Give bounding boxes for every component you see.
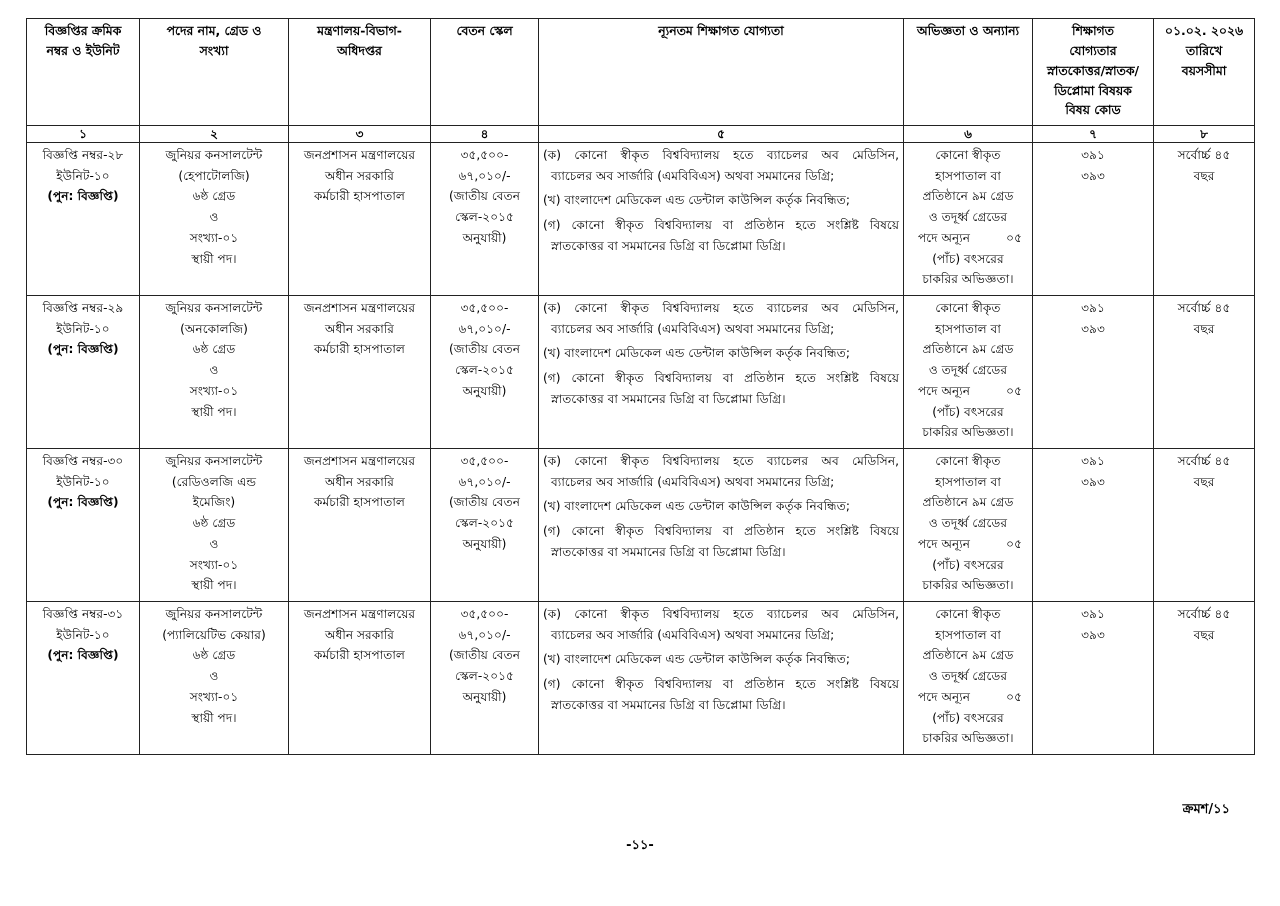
circular-cell <box>27 296 140 449</box>
pay-text-line: ৬৭,০১০/- <box>458 474 511 489</box>
qualification-text-line: (খ) বাংলাদেশ মেডিকেল এন্ড ডেন্টাল কাউন্সিল কর্তৃক নিবন্ধিত; <box>543 193 850 208</box>
experience-text-line: চাকরির অভিজ্ঞতা। <box>922 272 1014 287</box>
qualification-text-line: ব্যাচেলর অব সার্জারি (এমবিবিএস) অথবা সমমানের ডিগ্রি; <box>551 474 835 489</box>
header-text-line: ডিপ্লোমা বিষয়ক <box>1054 82 1132 98</box>
subject-code: ৩৯১ <box>1081 454 1105 468</box>
qualification-text-line: (ক) কোনো স্বীকৃত বিশ্ববিদ্যালয় হতে ব্যাচেলর অব মেডিসিন, <box>543 454 899 468</box>
subject-code: ৩৯৩ <box>1081 627 1105 642</box>
pay-text-line: ৩৫,৫০০- <box>460 607 509 621</box>
post-cell <box>140 143 289 296</box>
experience-text-line <box>908 534 1028 555</box>
subject-code-cell <box>1033 602 1154 755</box>
header-pay-scale <box>431 19 539 126</box>
qualification-cell <box>539 602 904 755</box>
post-text-line: জুনিয়র কনসালটেন্ট <box>165 607 263 621</box>
qualification-cell <box>539 449 904 602</box>
age-limit-cell <box>1154 449 1255 602</box>
post-cell <box>140 296 289 449</box>
post-cell <box>140 449 289 602</box>
qualification-text-line: স্নাতকোত্তর বা সমমানের ডিগ্রি বা ডিপ্লোমা ডিগ্রি। <box>551 238 786 253</box>
circular-text-line: ইউনিট-১০ <box>56 627 110 642</box>
pay-scale-cell <box>431 143 539 296</box>
experience-text-part: ০৫ <box>1006 689 1022 704</box>
ministry-cell <box>289 602 431 755</box>
post-text-line: ইমেজিং) <box>192 495 236 510</box>
subject-code: ৩৯১ <box>1081 607 1105 621</box>
page-number: -১১- <box>626 838 654 853</box>
age-limit-cell <box>1154 602 1255 755</box>
pay-text-line: ৩৫,৫০০- <box>460 148 509 162</box>
qualification-text-line: (গ) কোনো স্বীকৃত বিশ্ববিদ্যালয় বা প্রতিষ্ঠান হতে সংশ্লিষ্ট বিষয়ে <box>543 371 899 386</box>
column-number: ৮ <box>1154 126 1255 143</box>
header-text-line: অভিজ্ঞতা ও অন্যান্য <box>916 23 1020 38</box>
table-row <box>27 449 1255 602</box>
post-text-line: ও <box>209 536 219 551</box>
pay-text-line: (জাতীয় বেতন <box>448 189 521 204</box>
circular-text-line: বিজ্ঞপ্তি নম্বর-২৮ <box>42 148 124 162</box>
ministry-text-line: কর্মচারী হাসপাতাল <box>313 342 406 357</box>
qualification-cell <box>539 143 904 296</box>
subject-code: ৩৯১ <box>1081 301 1105 315</box>
post-text-line: (হেপাটোলজি) <box>178 168 250 183</box>
column-number-row <box>27 126 1255 143</box>
post-text-line: ৬ষ্ঠ গ্রেড <box>192 516 236 531</box>
experience-cell <box>904 296 1033 449</box>
pay-text-line: ৬৭,০১০/- <box>458 168 511 183</box>
recirculation-label: (পুন: বিজ্ঞপ্তি) <box>47 495 119 510</box>
ministry-cell <box>289 449 431 602</box>
experience-text-line: (পাঁচ) বৎসরের <box>932 557 1004 572</box>
experience-text-line: হাসপাতাল বা <box>935 474 1001 489</box>
qualification-item <box>543 649 899 670</box>
experience-text-line: প্রতিষ্ঠানে ৯ম গ্রেড <box>922 342 1014 357</box>
header-text-line: বেতন স্কেল <box>456 23 513 38</box>
pay-text-line: অনুযায়ী) <box>462 689 507 704</box>
post-text-line: সংখ্যা-০১ <box>189 689 239 704</box>
recirculation-label: (পুন: বিজ্ঞপ্তি) <box>47 189 119 204</box>
pay-scale-cell <box>431 602 539 755</box>
age-text-line: বছর <box>1193 168 1215 183</box>
experience-text-line: ও তদূর্ধ্ব গ্রেডের <box>928 516 1008 531</box>
header-text-line: যোগ্যতার <box>1069 42 1117 58</box>
age-text-line: বছর <box>1193 321 1215 336</box>
qualification-text-line: (খ) বাংলাদেশ মেডিকেল এন্ড ডেন্টাল কাউন্সিল কর্তৃক নিবন্ধিত; <box>543 652 850 667</box>
pay-text-line: (জাতীয় বেতন <box>448 495 521 510</box>
ministry-text-line: জনপ্রশাসন মন্ত্রণালয়ের <box>303 607 416 621</box>
qualification-text-line: (গ) কোনো স্বীকৃত বিশ্ববিদ্যালয় বা প্রতিষ্ঠান হতে সংশ্লিষ্ট বিষয়ে <box>543 677 899 692</box>
qualification-text-line: স্নাতকোত্তর বা সমমানের ডিগ্রি বা ডিপ্লোমা ডিগ্রি। <box>551 391 786 406</box>
circular-text-line: ইউনিট-১০ <box>56 321 110 336</box>
recirculation-label: (পুন: বিজ্ঞপ্তি) <box>47 342 119 357</box>
qualification-item <box>543 496 899 517</box>
qualification-text-line: ব্যাচেলর অব সার্জারি (এমবিবিএস) অথবা সমমানের ডিগ্রি; <box>551 321 835 336</box>
column-number: ৩ <box>289 126 431 143</box>
qualification-text-line: ব্যাচেলর অব সার্জারি (এমবিবিএস) অথবা সমমানের ডিগ্রি; <box>551 627 835 642</box>
age-text-line: বছর <box>1193 627 1215 642</box>
table-row <box>27 602 1255 755</box>
header-post-grade-count <box>140 19 289 126</box>
pay-text-line: (জাতীয় বেতন <box>448 342 521 357</box>
post-text-line: (প্যালিয়েটিভ কেয়ার) <box>162 627 266 642</box>
qualification-text-line: (ক) কোনো স্বীকৃত বিশ্ববিদ্যালয় হতে ব্যাচেলর অব মেডিসিন, <box>543 301 899 315</box>
experience-text-part: ০৫ <box>1006 383 1022 398</box>
experience-text-line <box>908 381 1028 402</box>
subject-code-cell <box>1033 449 1154 602</box>
column-number: ৭ <box>1033 126 1154 143</box>
experience-text-part: ০৫ <box>1006 230 1022 245</box>
qualification-item <box>543 298 899 339</box>
qualification-text-line: (খ) বাংলাদেশ মেডিকেল এন্ড ডেন্টাল কাউন্সিল কর্তৃক নিবন্ধিত; <box>543 346 850 361</box>
post-text-line: সংখ্যা-০১ <box>189 557 239 572</box>
pay-text-line: অনুযায়ী) <box>462 536 507 551</box>
post-text-line: স্থায়ী পদ। <box>191 710 237 725</box>
post-text-line: সংখ্যা-০১ <box>189 383 239 398</box>
header-text-line: নম্বর ও ইউনিট <box>46 42 120 58</box>
ministry-text-line: অধীন সরকারি <box>324 627 395 642</box>
age-limit-cell <box>1154 296 1255 449</box>
qualification-text-line: (ক) কোনো স্বীকৃত বিশ্ববিদ্যালয় হতে ব্যাচেলর অব মেডিসিন, <box>543 607 899 621</box>
experience-text-line: চাকরির অভিজ্ঞতা। <box>922 578 1014 593</box>
pay-text-line: ৩৫,৫০০- <box>460 301 509 315</box>
experience-text-line: হাসপাতাল বা <box>935 627 1001 642</box>
post-text-line: ৬ষ্ঠ গ্রেড <box>192 189 236 204</box>
qualification-text-line: (খ) বাংলাদেশ মেডিকেল এন্ড ডেন্টাল কাউন্সিল কর্তৃক নিবন্ধিত; <box>543 499 850 514</box>
ministry-text-line: অধীন সরকারি <box>324 168 395 183</box>
age-text-line: সর্বোর্চ্চ ৪৫ <box>1177 301 1231 315</box>
age-limit-cell <box>1154 143 1255 296</box>
experience-text-line: ও তদূর্ধ্ব গ্রেডের <box>928 363 1008 378</box>
post-text-line: ও <box>209 669 219 684</box>
header-text-line: মন্ত্রণালয়-বিভাগ- <box>317 23 402 38</box>
qualification-item <box>543 145 899 186</box>
qualification-text-line: (গ) কোনো স্বীকৃত বিশ্ববিদ্যালয় বা প্রতিষ্ঠান হতে সংশ্লিষ্ট বিষয়ে <box>543 524 899 539</box>
qualification-item <box>543 343 899 364</box>
pay-text-line: অনুযায়ী) <box>462 383 507 398</box>
header-text-line: ন্যূনতম শিক্ষাগত যোগ্যতা <box>658 23 784 38</box>
experience-text-line: চাকরির অভিজ্ঞতা। <box>922 425 1014 440</box>
circular-cell <box>27 602 140 755</box>
pay-text-line: (জাতীয় বেতন <box>448 648 521 663</box>
experience-text-part: পদে অন্যূন <box>918 536 971 551</box>
experience-text-line: ও তদূর্ধ্ব গ্রেডের <box>928 210 1008 225</box>
continued-marker: ক্রমশ/১১ <box>1182 802 1230 817</box>
table-row <box>27 143 1255 296</box>
circular-text-line: ইউনিট-১০ <box>56 474 110 489</box>
post-text-line: ৬ষ্ঠ গ্রেড <box>192 648 236 663</box>
column-number: ৬ <box>904 126 1033 143</box>
header-qualification <box>539 19 904 126</box>
post-text-line: স্থায়ী পদ। <box>191 404 237 419</box>
experience-text-line <box>908 228 1028 249</box>
pay-scale-cell <box>431 449 539 602</box>
experience-text-part: পদে অন্যূন <box>918 689 971 704</box>
header-text-line: ০১.০২. ২০২৬ <box>1164 23 1244 38</box>
age-text-line: সর্বোর্চ্চ ৪৫ <box>1177 148 1231 162</box>
age-text-line: সর্বোর্চ্চ ৪৫ <box>1177 454 1231 468</box>
column-number: ১ <box>27 126 140 143</box>
header-subject-code <box>1033 19 1154 126</box>
column-number: ৪ <box>431 126 539 143</box>
post-text-line: (রেডিওলজি এন্ড <box>171 474 257 489</box>
circular-text-line: বিজ্ঞপ্তি নম্বর-৩১ <box>42 607 124 621</box>
header-text-line: অধিদপ্তর <box>337 42 382 58</box>
experience-text-line: (পাঁচ) বৎসরের <box>932 404 1004 419</box>
post-text-line: স্থায়ী পদ। <box>191 578 237 593</box>
age-text-line: সর্বোর্চ্চ ৪৫ <box>1177 607 1231 621</box>
pay-text-line: স্কেল-২০১৫ <box>455 363 514 378</box>
circular-text-line: বিজ্ঞপ্তি নম্বর-২৯ <box>42 301 124 315</box>
header-age-limit <box>1154 19 1255 126</box>
experience-text-line: হাসপাতাল বা <box>935 168 1001 183</box>
header-text-line: বিষয় কোড <box>1065 102 1121 118</box>
experience-text-line: (পাঁচ) বৎসরের <box>932 251 1004 266</box>
pay-text-line: ৬৭,০১০/- <box>458 321 511 336</box>
pay-text-line: ৩৫,৫০০- <box>460 454 509 468</box>
qualification-item <box>543 674 899 715</box>
post-text-line: জুনিয়র কনসালটেন্ট <box>165 454 263 468</box>
header-text-line: সংখ্যা <box>199 42 229 58</box>
qualification-text-line: স্নাতকোত্তর বা সমমানের ডিগ্রি বা ডিপ্লোমা ডিগ্রি। <box>551 697 786 712</box>
subject-code-cell <box>1033 143 1154 296</box>
document-page <box>26 18 1254 755</box>
experience-text-line: ও তদূর্ধ্ব গ্রেডের <box>928 669 1008 684</box>
experience-text-line: কোনো স্বীকৃত <box>935 454 1001 468</box>
pay-scale-cell <box>431 296 539 449</box>
table-row <box>27 296 1255 449</box>
post-text-line: জুনিয়র কনসালটেন্ট <box>165 301 263 315</box>
ministry-text-line: কর্মচারী হাসপাতাল <box>313 495 406 510</box>
ministry-cell <box>289 143 431 296</box>
subject-code: ৩৯৩ <box>1081 321 1105 336</box>
post-text-line: (অনকোলজি) <box>180 321 248 336</box>
circular-text-line: বিজ্ঞপ্তি নম্বর-৩০ <box>42 454 124 468</box>
experience-text-line: প্রতিষ্ঠানে ৯ম গ্রেড <box>922 648 1014 663</box>
experience-cell <box>904 449 1033 602</box>
experience-text-line: কোনো স্বীকৃত <box>935 301 1001 315</box>
experience-text-line: প্রতিষ্ঠানে ৯ম গ্রেড <box>922 495 1014 510</box>
pay-text-line: স্কেল-২০১৫ <box>455 210 514 225</box>
header-ministry <box>289 19 431 126</box>
header-text-line: পদের নাম, গ্রেড ও <box>166 23 262 38</box>
circular-cell <box>27 143 140 296</box>
experience-text-part: পদে অন্যূন <box>918 383 971 398</box>
subject-code: ৩৯১ <box>1081 148 1105 162</box>
circular-text-line: ইউনিট-১০ <box>56 168 110 183</box>
ministry-text-line: জনপ্রশাসন মন্ত্রণালয়ের <box>303 454 416 468</box>
post-cell <box>140 602 289 755</box>
subject-code-cell <box>1033 296 1154 449</box>
qualification-item <box>543 215 899 256</box>
experience-text-line: হাসপাতাল বা <box>935 321 1001 336</box>
experience-text-part: পদে অন্যূন <box>918 230 971 245</box>
pay-text-line: ৬৭,০১০/- <box>458 627 511 642</box>
ministry-text-line: কর্মচারী হাসপাতাল <box>313 189 406 204</box>
qualification-item <box>543 368 899 409</box>
experience-text-line <box>908 687 1028 708</box>
pay-text-line: অনুযায়ী) <box>462 230 507 245</box>
qualification-text-line: (গ) কোনো স্বীকৃত বিশ্ববিদ্যালয় বা প্রতিষ্ঠান হতে সংশ্লিষ্ট বিষয়ে <box>543 218 899 233</box>
post-text-line: স্থায়ী পদ। <box>191 251 237 266</box>
header-text-line: শিক্ষাগত <box>1072 23 1114 38</box>
subject-code: ৩৯৩ <box>1081 474 1105 489</box>
recruitment-table <box>26 18 1255 755</box>
ministry-text-line: অধীন সরকারি <box>324 474 395 489</box>
column-number: ২ <box>140 126 289 143</box>
experience-text-line: কোনো স্বীকৃত <box>935 148 1001 162</box>
ministry-text-line: জনপ্রশাসন মন্ত্রণালয়ের <box>303 301 416 315</box>
pay-text-line: স্কেল-২০১৫ <box>455 516 514 531</box>
experience-text-line: কোনো স্বীকৃত <box>935 607 1001 621</box>
header-text-line: স্নাতকোত্তর/স্নাতক/ <box>1046 62 1140 78</box>
qualification-item <box>543 451 899 492</box>
header-circular-unit <box>27 19 140 126</box>
header-row <box>27 19 1255 126</box>
header-text-line: বিজ্ঞপ্তির ক্রমিক <box>44 23 122 38</box>
post-text-line: ৬ষ্ঠ গ্রেড <box>192 342 236 357</box>
qualification-item <box>543 190 899 211</box>
header-text-line: বয়সসীমা <box>1181 62 1227 78</box>
ministry-text-line: জনপ্রশাসন মন্ত্রণালয়ের <box>303 148 416 162</box>
qualification-item <box>543 604 899 645</box>
experience-text-line: প্রতিষ্ঠানে ৯ম গ্রেড <box>922 189 1014 204</box>
ministry-cell <box>289 296 431 449</box>
experience-cell <box>904 143 1033 296</box>
experience-text-line: (পাঁচ) বৎসরের <box>932 710 1004 725</box>
pay-text-line: স্কেল-২০১৫ <box>455 669 514 684</box>
post-text-line: ও <box>209 363 219 378</box>
experience-text-line: চাকরির অভিজ্ঞতা। <box>922 731 1014 746</box>
qualification-text-line: (ক) কোনো স্বীকৃত বিশ্ববিদ্যালয় হতে ব্যাচেলর অব মেডিসিন, <box>543 148 899 162</box>
qualification-cell <box>539 296 904 449</box>
ministry-text-line: কর্মচারী হাসপাতাল <box>313 648 406 663</box>
subject-code: ৩৯৩ <box>1081 168 1105 183</box>
qualification-text-line: ব্যাচেলর অব সার্জারি (এমবিবিএস) অথবা সমমানের ডিগ্রি; <box>551 168 835 183</box>
circular-cell <box>27 449 140 602</box>
post-text-line: সংখ্যা-০১ <box>189 230 239 245</box>
post-text-line: ও <box>209 210 219 225</box>
post-text-line: জুনিয়র কনসালটেন্ট <box>165 148 263 162</box>
header-experience <box>904 19 1033 126</box>
header-text-line: তারিখে <box>1185 42 1223 58</box>
age-text-line: বছর <box>1193 474 1215 489</box>
recirculation-label: (পুন: বিজ্ঞপ্তি) <box>47 648 119 663</box>
qualification-item <box>543 521 899 562</box>
column-number: ৫ <box>539 126 904 143</box>
experience-text-part: ০৫ <box>1006 536 1022 551</box>
ministry-text-line: অধীন সরকারি <box>324 321 395 336</box>
experience-cell <box>904 602 1033 755</box>
qualification-text-line: স্নাতকোত্তর বা সমমানের ডিগ্রি বা ডিপ্লোমা ডিগ্রি। <box>551 544 786 559</box>
